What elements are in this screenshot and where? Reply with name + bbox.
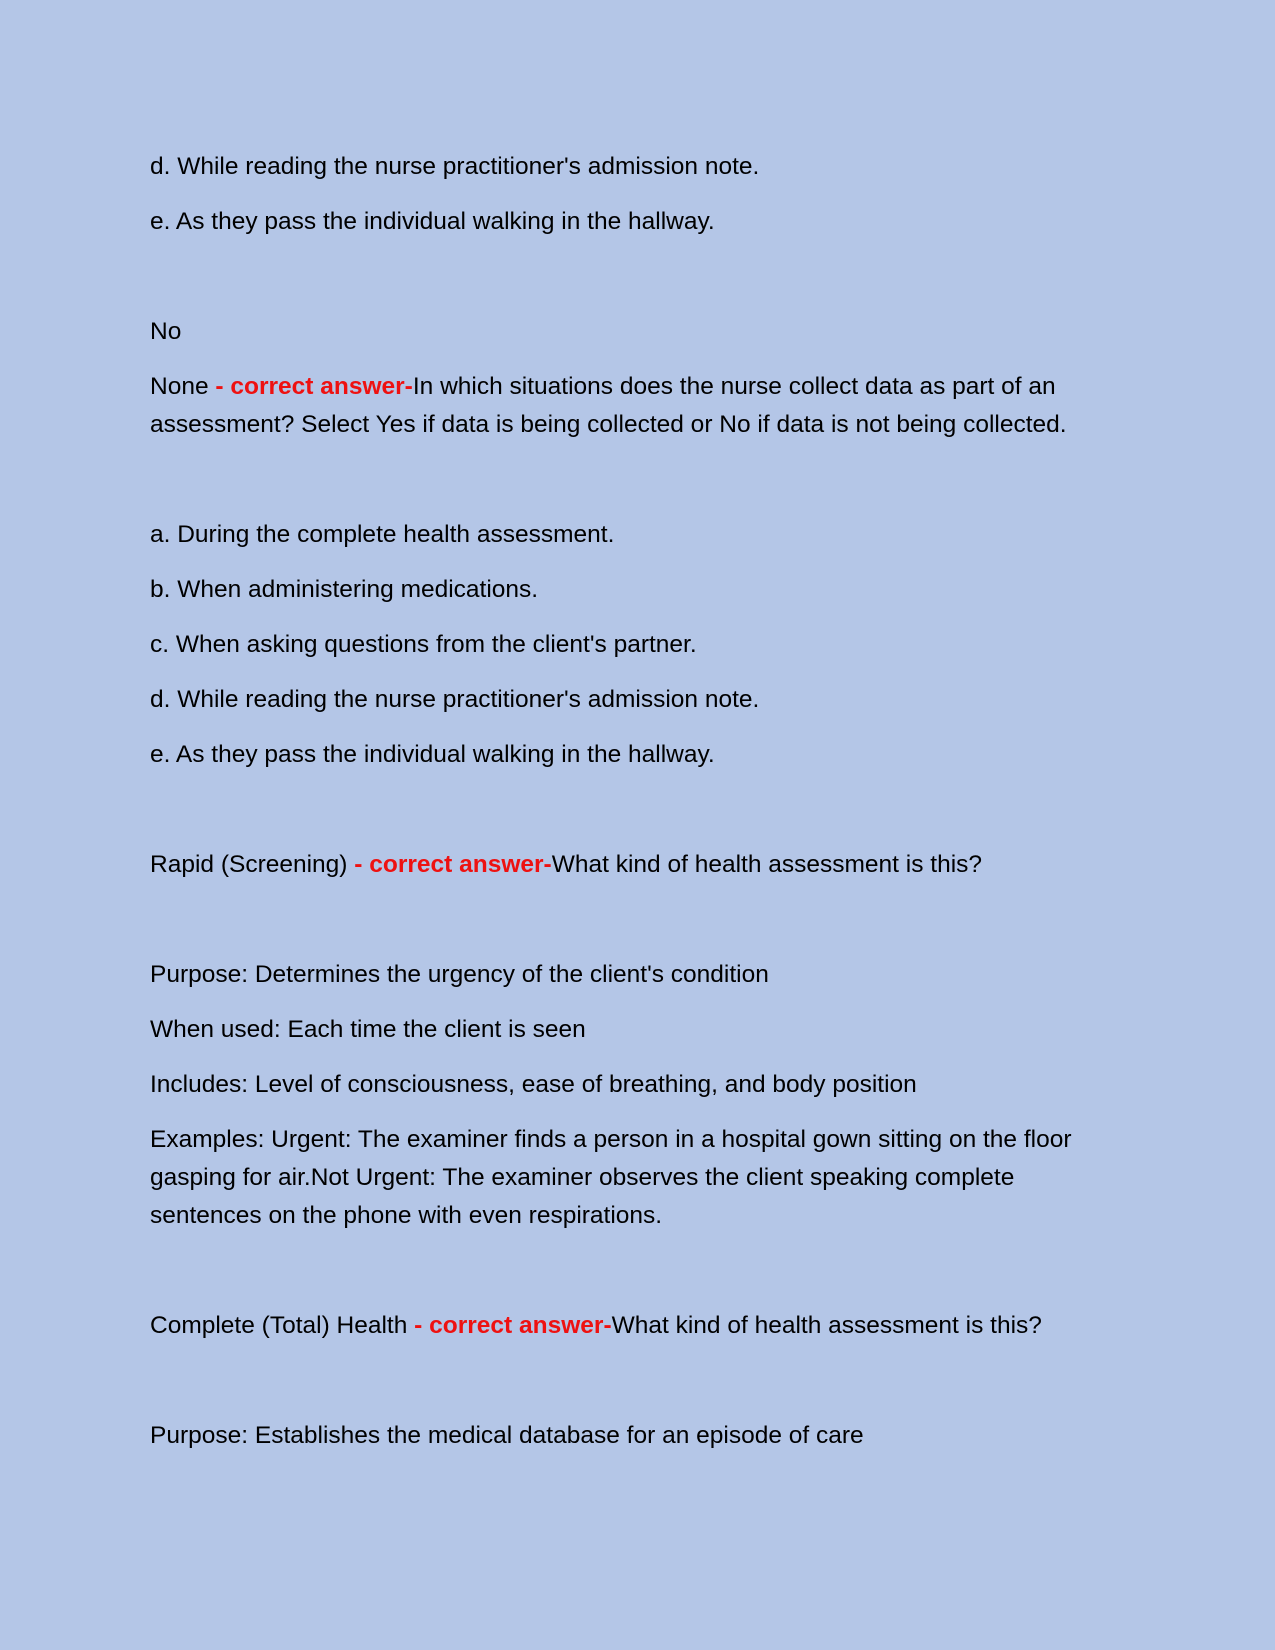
- purpose-text: Purpose: Establishes the medical database for an episode of care: [150, 1422, 864, 1449]
- question-text: In which situations does the nurse collect data as part of an assessment? Select Yes if data is being collected or No if data is not being collected.: [150, 373, 1067, 438]
- document-body: [150, 148, 1125, 1472]
- qa-item-none: [150, 368, 1125, 444]
- answer-text: Complete (Total) Health: [150, 1312, 415, 1339]
- option-b-text: b. When administering medications.: [150, 576, 539, 603]
- spacer: [150, 1362, 1125, 1417]
- answer-text: None: [150, 373, 216, 400]
- qa-item-complete-health: [150, 1307, 1125, 1345]
- purpose-text: Purpose: Determines the urgency of the client's condition: [150, 961, 769, 988]
- qa-item-rapid-screening: [150, 846, 1125, 884]
- question-text: What kind of health assessment is this?: [611, 1312, 1042, 1339]
- option-e-text: e. As they pass the individual walking in the hallway.: [150, 208, 715, 235]
- answer-line-no: No: [150, 318, 182, 345]
- question-text: What kind of health assessment is this?: [551, 851, 983, 878]
- option-d-text: d. While reading the nurse practitioner's admission note.: [150, 153, 760, 180]
- correct-answer-marker: - correct answer-: [354, 851, 552, 878]
- includes-text: Includes: Level of consciousness, ease of breathing, and body position: [150, 1071, 917, 1098]
- option-d-text: d. While reading the nurse practitioner's admission note.: [150, 686, 760, 713]
- spacer: [150, 461, 1125, 516]
- when-used-text: When used: Each time the client is seen: [150, 1016, 586, 1043]
- correct-answer-marker: - correct answer-: [414, 1312, 612, 1339]
- option-c-text: c. When asking questions from the client's partner.: [150, 631, 697, 658]
- spacer: [150, 901, 1125, 956]
- spacer: [150, 1252, 1125, 1307]
- examples-text: Examples: Urgent: The examiner finds a person in a hospital gown sitting on the floor gasping for air.Not Urgent: The examiner observes the client speaking complete sentences on the phone with even respirations.: [150, 1126, 1072, 1229]
- spacer: [150, 258, 1125, 313]
- option-a-text: a. During the complete health assessment.: [150, 521, 615, 548]
- answer-text: Rapid (Screening): [150, 851, 355, 878]
- spacer: [150, 791, 1125, 846]
- option-e-text: e. As they pass the individual walking in the hallway.: [150, 741, 715, 768]
- correct-answer-marker: - correct answer-: [215, 373, 413, 400]
